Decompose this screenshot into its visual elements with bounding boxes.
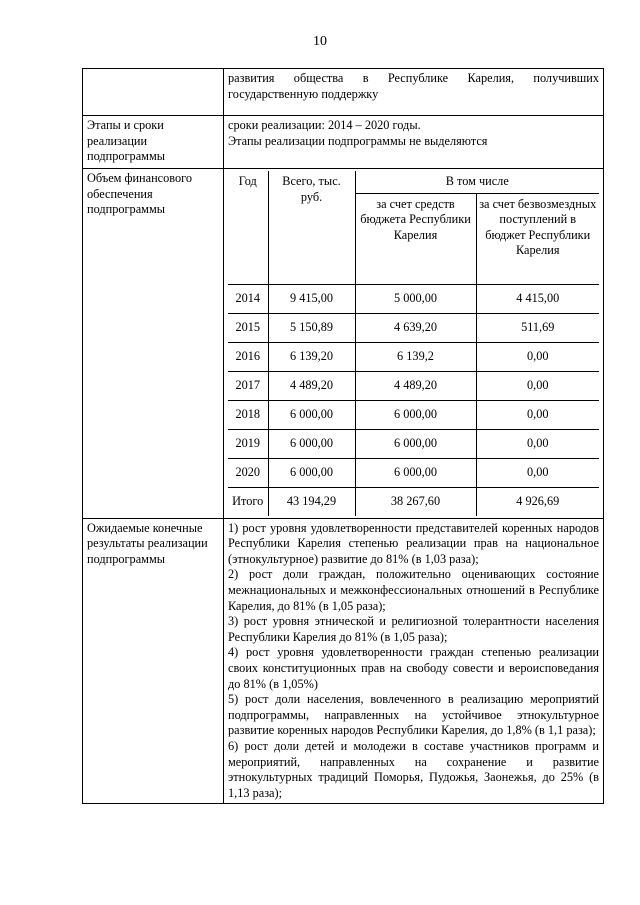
year-cell: Итого bbox=[228, 487, 268, 516]
year-cell: 2014 bbox=[228, 284, 268, 313]
results-content bbox=[224, 518, 604, 804]
budget-cell: 6 000,00 bbox=[355, 458, 476, 487]
finance-year-row bbox=[228, 458, 599, 487]
finance-year-row bbox=[228, 429, 599, 458]
budget-cell: 4 489,20 bbox=[355, 371, 476, 400]
result-item: 3) рост уровня этнической и религиозной толерантности населения Республики Карелия до 81% (в 1,05 раза); bbox=[228, 614, 599, 644]
free-cell: 4 415,00 bbox=[476, 284, 599, 313]
total-cell: 5 150,89 bbox=[268, 313, 355, 342]
year-cell: 2018 bbox=[228, 400, 268, 429]
result-item: 4) рост уровня удовлетворенности граждан степенью реализации своих конституционных прав на свободу совести и вероисповедания до 81% (в 1,05%) bbox=[228, 645, 599, 691]
budget-cell: 38 267,60 bbox=[355, 487, 476, 516]
year-cell: 2020 bbox=[228, 458, 268, 487]
continuation-text: развития общества в Республике Карелия, получивших государственную поддержку bbox=[224, 69, 604, 116]
free-cell: 0,00 bbox=[476, 429, 599, 458]
free-cell: 0,00 bbox=[476, 458, 599, 487]
finance-year-row bbox=[228, 371, 599, 400]
finance-content bbox=[224, 169, 604, 519]
header-total: Всего, тыс. руб. bbox=[268, 171, 355, 284]
stages-line-2: Этапы реализации подпрограммы не выделяются bbox=[228, 133, 488, 148]
stages-label: Этапы и сроки реализации подпрограммы bbox=[83, 116, 224, 169]
page-number: 10 bbox=[313, 34, 327, 49]
header-free: за счет безвозмездных поступлений в бюджет Республики Карелия bbox=[476, 193, 599, 284]
stages-line-1: сроки реализации: 2014 – 2020 годы. bbox=[228, 118, 421, 132]
header-including: В том числе bbox=[355, 171, 599, 193]
budget-cell: 4 639,20 bbox=[355, 313, 476, 342]
finance-table bbox=[228, 171, 599, 516]
free-cell: 0,00 bbox=[476, 400, 599, 429]
total-cell: 9 415,00 bbox=[268, 284, 355, 313]
finance-header-row bbox=[228, 171, 599, 193]
year-cell: 2016 bbox=[228, 342, 268, 371]
header-year: Год bbox=[228, 171, 268, 284]
result-item: 2) рост доли граждан, положительно оценивающих состояние межнациональных и межконфессиональных отношений в Республике Карелия, до 81% (в 1,05 раза); bbox=[228, 567, 599, 613]
budget-cell: 5 000,00 bbox=[355, 284, 476, 313]
total-cell: 43 194,29 bbox=[268, 487, 355, 516]
finance-row bbox=[83, 169, 604, 519]
free-cell: 4 926,69 bbox=[476, 487, 599, 516]
passport-table bbox=[82, 68, 604, 804]
total-cell: 6 000,00 bbox=[268, 400, 355, 429]
results-row bbox=[83, 518, 604, 804]
result-item: 1) рост уровня удовлетворенности представителей коренных народов Республики Карелия степенью реализации прав на национальное (этнокультурное) развитие до 81% (в 1,03 раза); bbox=[228, 520, 599, 566]
free-cell: 0,00 bbox=[476, 371, 599, 400]
result-item: 6) рост доли детей и молодежи в составе участников программ и мероприятий, направленных на сохранение и развитие этнокультурных традиций Поморья, Пудожья, Заонежья, до 25% (в 1,13 раза); bbox=[228, 738, 599, 800]
results-label: Ожидаемые конечные результаты реализации подпрограммы bbox=[83, 518, 224, 804]
year-cell: 2015 bbox=[228, 313, 268, 342]
year-cell: 2019 bbox=[228, 429, 268, 458]
total-cell: 6 139,20 bbox=[268, 342, 355, 371]
finance-year-row bbox=[228, 284, 599, 313]
header-budget: за счет средств бюджета Республики Карелия bbox=[355, 193, 476, 284]
stages-content bbox=[224, 116, 604, 169]
budget-cell: 6 000,00 bbox=[355, 400, 476, 429]
total-cell: 6 000,00 bbox=[268, 429, 355, 458]
finance-year-row bbox=[228, 313, 599, 342]
finance-year-row bbox=[228, 400, 599, 429]
finance-year-row bbox=[228, 487, 599, 516]
free-cell: 511,69 bbox=[476, 313, 599, 342]
finance-year-row bbox=[228, 342, 599, 371]
total-cell: 6 000,00 bbox=[268, 458, 355, 487]
finance-label: Объем финансового обеспечения подпрограммы bbox=[83, 169, 224, 519]
budget-cell: 6 000,00 bbox=[355, 429, 476, 458]
year-cell: 2017 bbox=[228, 371, 268, 400]
result-item: 5) рост доли населения, вовлеченного в реализацию мероприятий подпрограммы, направленных на устойчивое этнокультурное развитие коренных народов Республики Карелия, до 1,8% (в 1,1 раза); bbox=[228, 692, 599, 738]
total-cell: 4 489,20 bbox=[268, 371, 355, 400]
continuation-label-cell bbox=[83, 69, 224, 116]
stages-row bbox=[83, 116, 604, 169]
free-cell: 0,00 bbox=[476, 342, 599, 371]
continuation-row bbox=[83, 69, 604, 116]
budget-cell: 6 139,2 bbox=[355, 342, 476, 371]
